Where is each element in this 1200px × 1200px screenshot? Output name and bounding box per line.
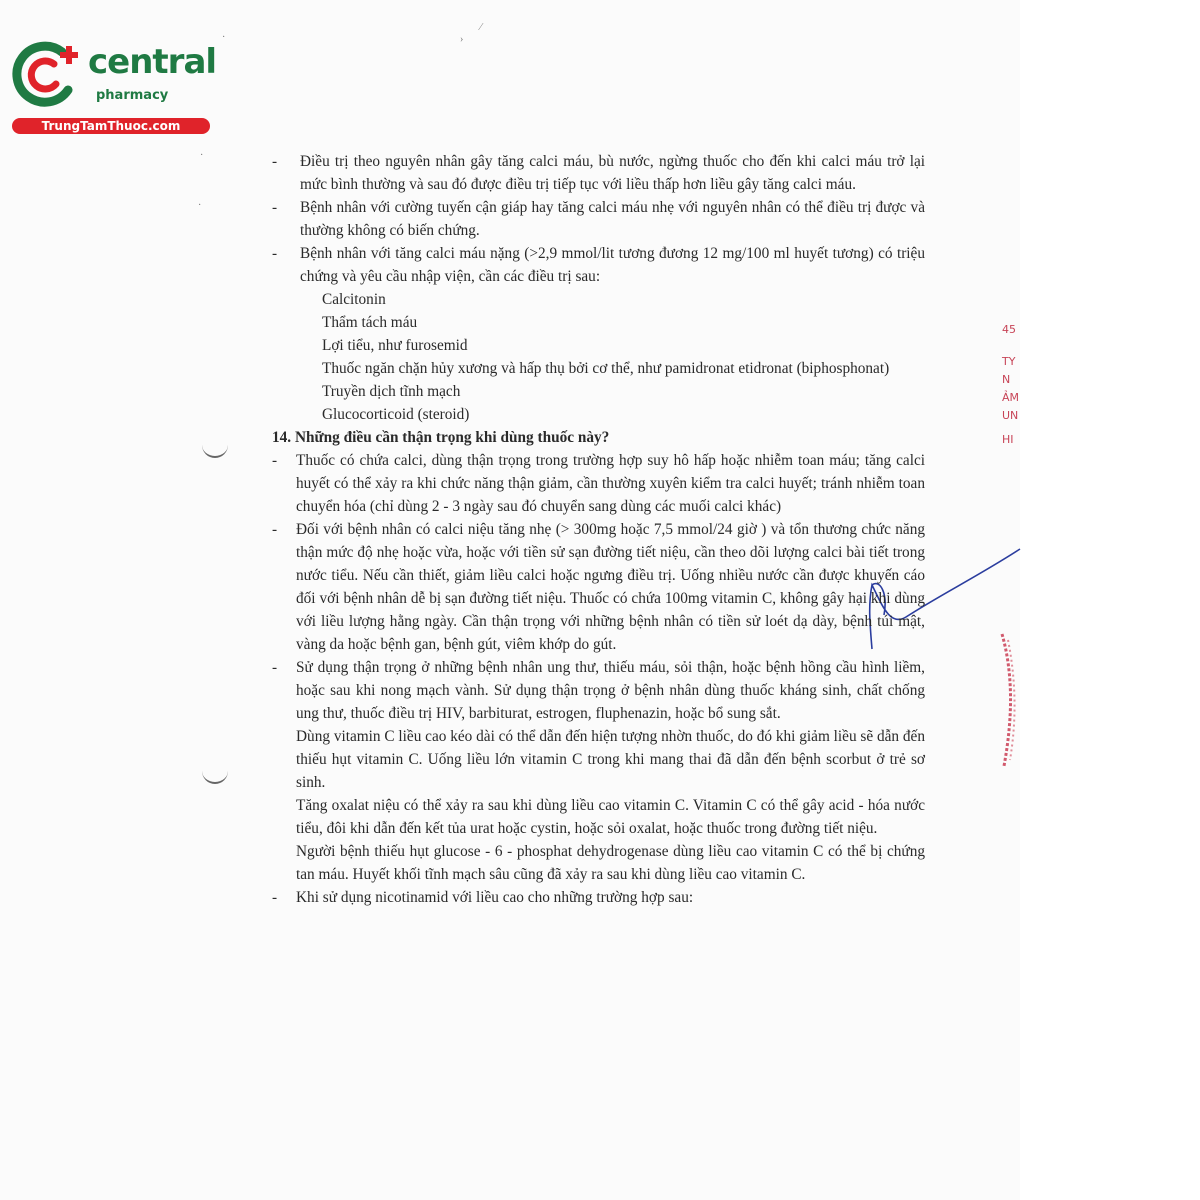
stamp-fragment: HI [1002, 433, 1014, 446]
scan-specks: · [222, 32, 226, 43]
stamp-fragment: N [1002, 373, 1011, 386]
treatment-item: Truyền dịch tĩnh mạch [322, 383, 461, 400]
document-body [270, 150, 925, 909]
treatment-item: Calcitonin [322, 291, 386, 308]
bullet-dash: - [272, 153, 278, 170]
logo-brand-text: central [88, 42, 217, 82]
list-item-text: Điều trị theo nguyên nhân gây tăng calci máu, bù nước, ngừng thuốc cho đến khi calci máu trở lại mức bình thường và sau đó được điều trị tiếp tục với liều thấp hơn liều gây tăng calci máu. [300, 153, 925, 193]
bullet-dash: - [272, 452, 278, 469]
scan-specks: · [198, 200, 202, 211]
bullet-dash: - [272, 245, 278, 262]
list-item [270, 449, 925, 518]
treatment-item: Lợi tiểu, như furosemid [322, 337, 468, 354]
list-item [270, 886, 925, 909]
list-item-text: Sử dụng thận trọng ở những bệnh nhân ung thư, thiếu máu, sỏi thận, hoặc bệnh hồng cầu hình liềm, hoặc sau khi nong mạch vành. Sử dụng thận trọng ở bệnh nhân dùng thuốc kháng sinh, chất chống ung thư, thuốc điều trị HIV, barbiturat, estrogen, fluphenazin, hoặc bổ sung sắt. [296, 659, 925, 722]
stamp-fragment: UN [1002, 409, 1019, 422]
scan-specks: · [200, 150, 204, 161]
list-item [270, 242, 925, 288]
logo-subtitle: pharmacy [96, 88, 169, 103]
list-item-text: Thuốc có chứa calci, dùng thận trọng trong trường hợp suy hô hấp hoặc nhiễm toan máu; tăng calci huyết có thể xảy ra khi chức năng thận giảm, cần thường xuyên kiểm tra calci huyết; tránh nhiễm toan chuyển hóa (chỉ dùng 2 - 3 ngày sau đó chuyển sang dùng các muối calci khác) [296, 452, 925, 515]
list-item [270, 196, 925, 242]
list-item-text: Bệnh nhân với tăng calci máu nặng (>2,9 mmol/lit tương đương 12 mg/100 ml huyết tương) có triệu chứng và yêu cầu nhập viện, cần các điều trị sau: [300, 245, 925, 285]
stamp-fragment: 45 [1002, 323, 1016, 336]
paragraph: Dùng vitamin C liều cao kéo dài có thể dẫn đến hiện tượng nhờn thuốc, do đó khi giảm liều sẽ dẫn đến thiếu hụt vitamin C. Uống liều lớn vitamin C trong khi mang thai đã dẫn đến bệnh scorbut ở trẻ sơ sinh. [296, 728, 925, 791]
bullet-dash: - [272, 199, 278, 216]
central-pharmacy-logo [10, 38, 220, 138]
bullet-dash: - [272, 659, 278, 676]
bullet-dash: - [272, 889, 278, 906]
scan-specks: ⁄ [480, 22, 482, 33]
paragraph: Người bệnh thiếu hụt glucose - 6 - phosphat dehydrogenase dùng liều cao vitamin C có thể bị chứng tan máu. Huyết khối tĩnh mạch sâu cũng đã xảy ra sau khi dùng liều cao vitamin C. [296, 843, 925, 883]
list-item-text: Bệnh nhân với cường tuyến cận giáp hay tăng calci máu nhẹ với nguyên nhân có thể điều trị được và thường không có biến chứng. [300, 199, 925, 239]
treatment-item: Thuốc ngăn chặn hủy xương và hấp thụ bởi cơ thể, như pamidronat etidronat (biphosphonat) [322, 360, 890, 377]
list-item-text: Khi sử dụng nicotinamid với liều cao cho những trường hợp sau: [296, 889, 694, 906]
list-item [270, 518, 925, 656]
list-item [270, 656, 925, 725]
logo-website: TrungTamThuoc.com [12, 118, 210, 134]
stamp-fragment: TY [1002, 355, 1016, 368]
paragraph: Tăng oxalat niệu có thể xảy ra sau khi dùng liều cao vitamin C. Vitamin C có thể gây acid - hóa nước tiểu, đôi khi dẫn đến kết tủa urat hoặc cystin, hoặc sỏi oxalat, hoặc thuốc trong đường tiết niệu. [296, 797, 925, 837]
scan-specks: › [460, 34, 464, 45]
list-item-text: Đối với bệnh nhân có calci niệu tăng nhẹ (> 300mg hoặc 7,5 mmol/24 giờ ) và tổn thương chức năng thận mức độ nhẹ hoặc vừa, hoặc với tiền sử sạn đường tiết niệu, cần theo dõi lượng calci bài tiết trong nước tiểu. Nếu cần thiết, giảm liều calci hoặc ngưng điều trị. Uống nhiều nước cần được khuyến cáo đối với bệnh nhân dễ bị sạn đường tiết niệu. Thuốc có chứa 100mg vitamin C, không gây hại khi dùng với liều lượng hằng ngày. Cần thận trọng với những bệnh nhân có tiền sử loét dạ dày, bệnh túi mật, vàng da hoặc bệnh gan, bệnh gút, viêm khớp do gút. [296, 521, 925, 653]
stamp-fragment: ẢM [1002, 391, 1020, 404]
section-heading: 14. Những điều cần thận trọng khi dùng thuốc này? [272, 429, 610, 446]
treatment-item: Glucocorticoid (steroid) [322, 406, 470, 423]
bullet-dash: - [272, 521, 278, 538]
treatment-item: Thẩm tách máu [322, 314, 418, 331]
pharmacy-cross-icon [10, 38, 90, 108]
list-item [270, 150, 925, 196]
